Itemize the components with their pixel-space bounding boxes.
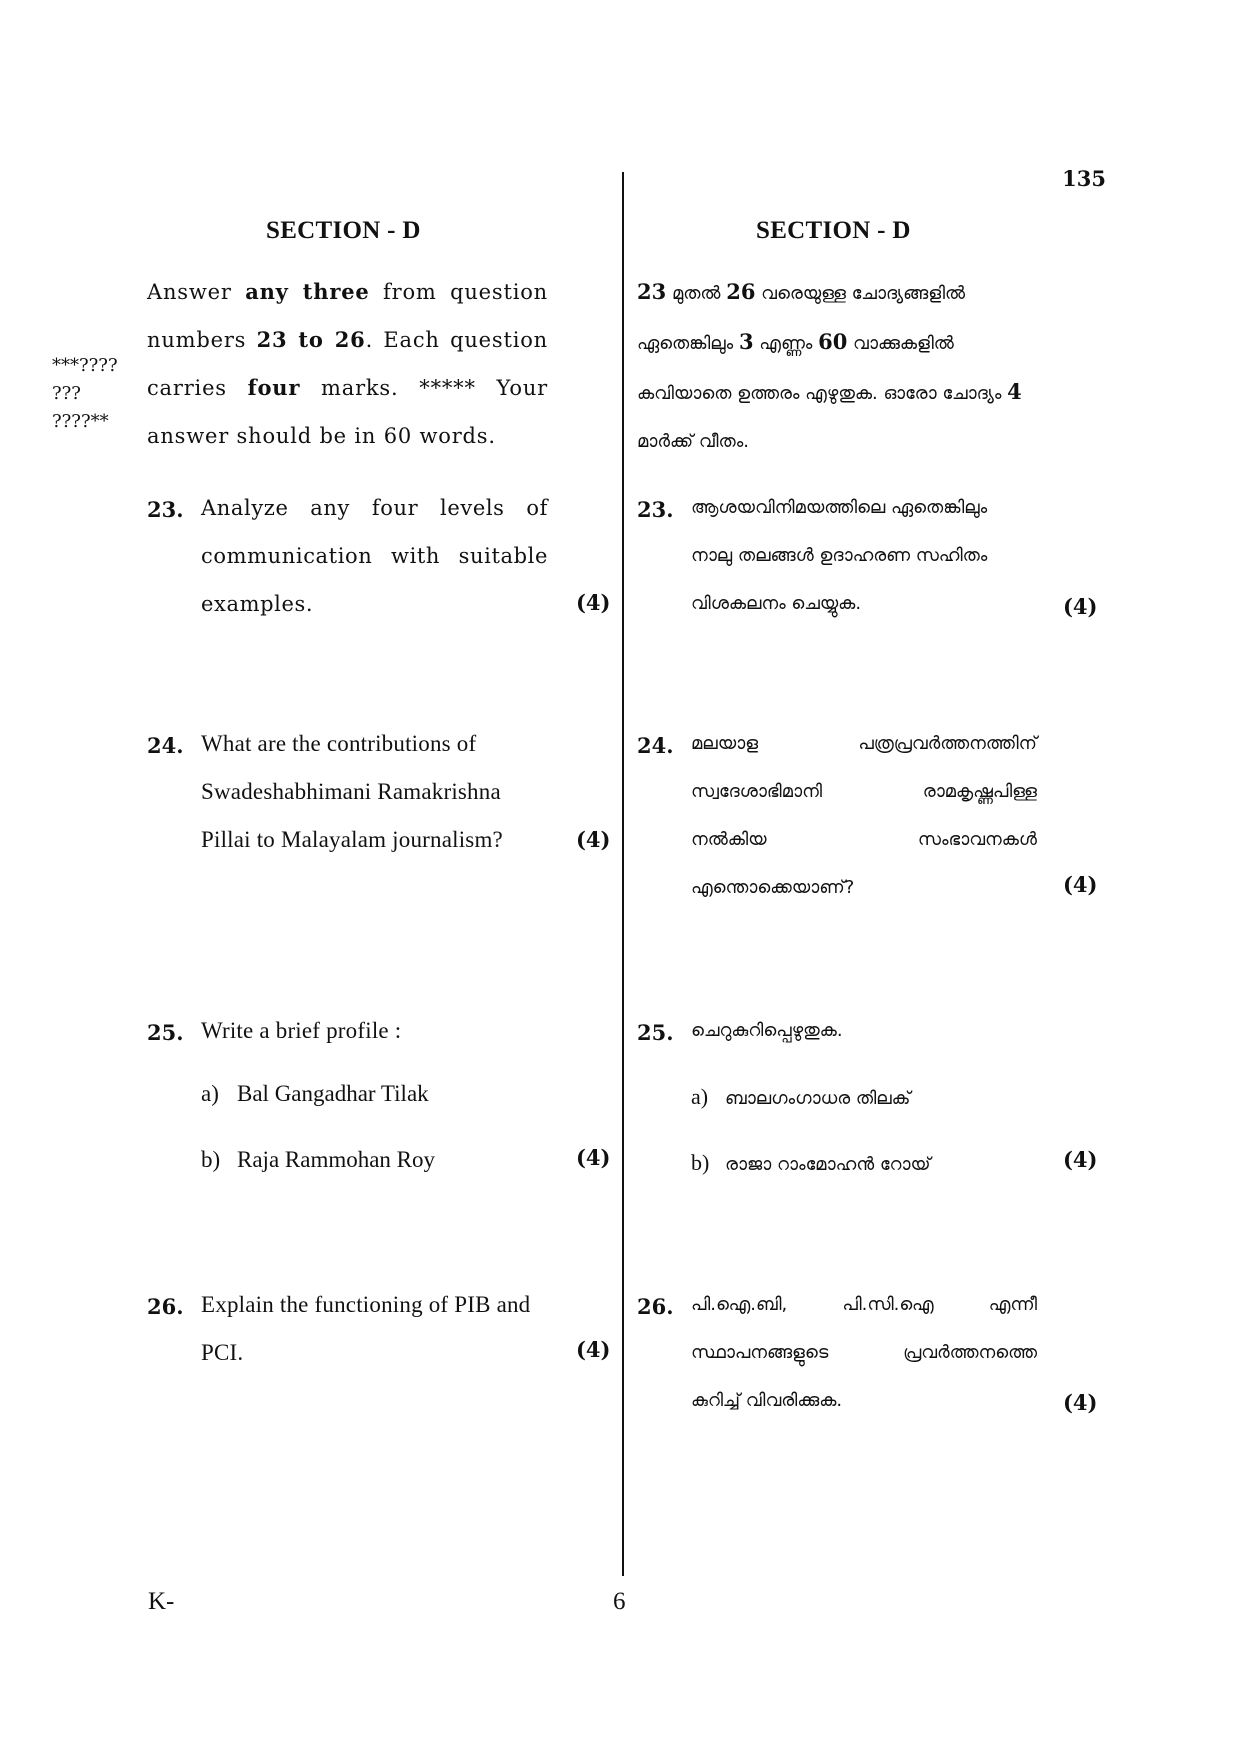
question-marks: (4)	[1063, 1390, 1098, 1415]
question-text: Write a brief profile :	[201, 1018, 402, 1043]
section-title-malayalam: SECTION - D	[756, 217, 911, 244]
question-marks: (4)	[576, 1145, 611, 1170]
marginal-note-line: ????**	[52, 411, 109, 432]
question-line: കുറിച്ച് വിവരിക്കുക.	[691, 1390, 843, 1411]
question-marks: (4)	[576, 827, 611, 852]
marginal-note-line: ***????	[52, 355, 118, 376]
column-divider	[622, 172, 624, 1576]
question-number: 26.	[147, 1294, 184, 1319]
page-number: 6	[613, 1588, 626, 1615]
sub-item-label: a)	[691, 1084, 709, 1109]
question-text-malayalam	[691, 720, 1037, 912]
sub-item	[201, 1081, 429, 1107]
section-instructions-english: Answer any three from question numbers 23 to 26. Each question carries four marks. ***** Your answer should be in 60 words.	[147, 279, 548, 448]
question-line: സ്ഥാപനങ്ങളുടെ പ്രവർത്തനത്തെ	[691, 1342, 1037, 1363]
question-marks: (4)	[1063, 1147, 1098, 1172]
sub-item	[691, 1084, 910, 1110]
sub-item-text: രാജാ റാംമോഹൻ റോയ്	[725, 1154, 931, 1175]
question-marks: (4)	[576, 590, 611, 615]
sub-item-text: Raja Rammohan Roy	[237, 1147, 436, 1172]
question-line: പി.ഐ.ബി, പി.സി.ഐ എന്നീ	[691, 1294, 1037, 1315]
sub-item-label: b)	[201, 1147, 221, 1172]
question-text-malayalam	[691, 484, 1037, 628]
question-text: What are the contributions of Swadeshabhimani Ramakrishna Pillai to Malayalam journalism?	[201, 731, 503, 852]
sub-item-label: a)	[201, 1081, 219, 1106]
sub-item-text: ബാലഗംഗാധര തിലക്	[725, 1088, 911, 1109]
question-text-malayalam	[691, 1281, 1037, 1425]
question-number: 23.	[147, 497, 184, 522]
question-number: 26.	[637, 1294, 674, 1319]
question-number: 25.	[637, 1020, 674, 1045]
section-instructions-malayalam: 23 മുതൽ 26 വരെയുള്ള ചോദ്യങ്ങളിൽ ഏതെങ്കിലും 3 എണ്ണം 60 വാക്കുകളിൽ കവിയാതെ ഉത്തരം എഴുതുക. ഓരോ ചോദ്യം 4 മാർക്ക് വീതം.	[637, 279, 1022, 452]
marginal-note-line: ???	[52, 383, 81, 404]
question-text: Analyze any four levels of communication with suitable examples.	[201, 496, 548, 616]
question-number: 23.	[637, 497, 674, 522]
question-number: 24.	[637, 733, 674, 758]
footer-code: K-	[148, 1588, 175, 1615]
sub-item-label: b)	[691, 1150, 710, 1175]
question-marks: (4)	[1063, 594, 1098, 619]
sub-item-text: Bal Gangadhar Tilak	[237, 1081, 429, 1106]
question-code-number: 135	[1062, 166, 1106, 191]
question-text: Explain the functioning of PIB and PCI.	[201, 1292, 531, 1365]
section-title-english: SECTION - D	[266, 217, 421, 244]
question-number: 24.	[147, 733, 184, 758]
question-line: ആശയവിനിമയത്തിലെ ഏതെങ്കിലും	[691, 497, 988, 518]
question-line: എന്തൊക്കെയാണ്?	[691, 877, 855, 898]
question-line: മലയാള പത്രപ്രവർത്തനത്തിന്	[691, 733, 1037, 754]
question-number: 25.	[147, 1020, 184, 1045]
sub-item	[201, 1147, 435, 1173]
question-line: നാലു തലങ്ങൾ ഉദാഹരണ സഹിതം	[691, 545, 988, 566]
question-line: വിശകലനം ചെയ്യുക.	[691, 593, 862, 614]
marginal-note	[52, 352, 142, 436]
question-line: നൽകിയ സംഭാവനകൾ	[691, 829, 1037, 850]
question-marks: (4)	[576, 1337, 611, 1362]
sub-item	[691, 1150, 931, 1176]
question-line: സ്വദേശാഭിമാനി രാമകൃഷ്ണപിള്ള	[691, 781, 1037, 802]
question-text: ചെറുകുറിപ്പെഴുതുക.	[691, 1020, 843, 1041]
question-marks: (4)	[1063, 872, 1098, 897]
